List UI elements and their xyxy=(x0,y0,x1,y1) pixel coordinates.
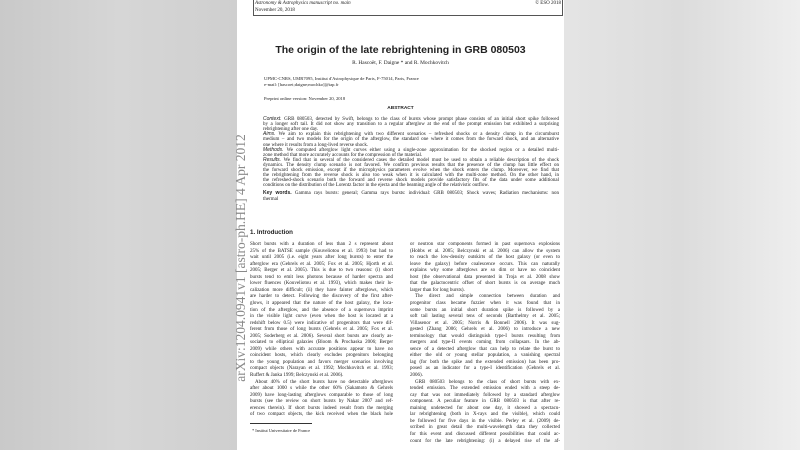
body-line xyxy=(410,393,560,398)
body-line xyxy=(410,321,560,326)
line-text: explains why some afterglows are so dim or have no coincident xyxy=(410,268,560,274)
section-heading: 1. Introduction xyxy=(250,229,293,236)
body-line xyxy=(250,412,393,417)
line-text: or neutron star components formed in past supernova explosions xyxy=(410,242,560,247)
body-line xyxy=(410,406,560,411)
line-text: by a longer soft tail. It did not show any transition to a regular afterglow at the end of the prompt emission but exhibited a surprising xyxy=(263,122,559,128)
body-line xyxy=(410,288,560,293)
keywords-line xyxy=(263,197,559,202)
body-line xyxy=(250,281,393,286)
line-text: progenitor class became fuzzier when it was found that in xyxy=(410,300,560,306)
line-text: Villasenor et al. 2005; Norris & Bonnell 2006). It was sug- xyxy=(410,320,560,326)
body-line xyxy=(250,242,393,247)
section-label: Aims. xyxy=(263,131,276,138)
line-text: redshift below 0.5) were indicative of progenitors that were dif- xyxy=(250,320,393,326)
arxiv-stamp: arXiv:1204.0941v1 [astro-ph.HE] 4 Apr 2012 xyxy=(233,134,248,382)
line-text: tion of the afterglow, and the absence of a supernova imprint xyxy=(250,307,393,313)
line-text: sociated to elliptical galaxies (Bloom & Prochaska 2006; Berger xyxy=(250,340,393,346)
line-text: lag (for both the spike and the extended emission) has been pro- xyxy=(410,359,560,365)
body-line xyxy=(250,393,393,398)
line-text: ferent from those of long bursts (Gehrels et al. 2005; Fox et al. xyxy=(250,327,393,333)
line-text: one where it results from a long-lived reverse shock. xyxy=(263,142,369,148)
body-line xyxy=(410,340,560,345)
line-text: bursts tend to emit less photons because of harder spectra and xyxy=(250,274,393,280)
line-text: some bursts an initial short duration spike is followed by a xyxy=(410,307,560,313)
line-text: tended emission. The extended emission ended with a steep de- xyxy=(410,386,560,392)
line-text: of two compact objects, the kick received when the black hole xyxy=(250,412,393,418)
body-line xyxy=(410,386,560,391)
line-text: cay that was not immediately followed by a standard afterglow xyxy=(410,392,560,398)
line-text: soft tail lasting several tens of seconds (Barthelmy et al. 2005; xyxy=(410,314,560,320)
body-line xyxy=(410,308,560,313)
line-text: thermal xyxy=(263,196,279,202)
footnote: * Institut Universitaire de France xyxy=(252,428,311,433)
line-text: in the visible light curve (even when the host is located at a xyxy=(250,314,393,320)
body-line xyxy=(250,294,393,299)
line-text: About 40% of the short bursts have no detectable afterglows xyxy=(255,379,393,385)
body-line xyxy=(250,262,393,267)
line-text: rebrightening after one day. xyxy=(263,127,319,133)
line-text: component. A peculiar feature in GRB 080503 is that after re- xyxy=(410,399,560,405)
copyright: © ESO 2018 xyxy=(535,1,561,6)
header-date: November 20, 2018 xyxy=(255,8,295,13)
body-line xyxy=(415,294,560,299)
body-line xyxy=(410,432,560,437)
body-line xyxy=(250,249,393,254)
line-text: Ruffert & Janka 1999; Belczynski et al. 2006). xyxy=(250,373,344,378)
section-label: Results. xyxy=(263,156,282,163)
line-text: We aim to explain this rebrightening with two different scenarios – refreshed shocks or a density clump in the circumburst xyxy=(278,132,559,138)
line-text: afterglow era (Gehrels et al. 2005; Fox et al. 2005; Hjorth et al. xyxy=(250,261,393,267)
section-label: Methods. xyxy=(263,146,284,153)
body-line xyxy=(410,249,560,254)
line-text: calization more difficult; (ii) they have fainter afterglows, which xyxy=(250,287,393,293)
body-line xyxy=(410,255,560,260)
line-text: GRB 080503, detected by Swift, belongs to the class of bursts whose prompt phase consists of an initial short spike followed xyxy=(284,117,560,122)
line-text: The direct and simple connection between duration and xyxy=(415,294,560,300)
abstract-heading: ABSTRACT xyxy=(387,106,414,111)
body-line xyxy=(250,366,393,371)
line-text: zone method that more accurately accounts for the compression of the material. xyxy=(263,152,423,158)
line-text: erences therein). If short bursts indeed result from the merging xyxy=(250,405,393,411)
line-text: to reach the low-density outskirts of the host galaxy (or even to xyxy=(410,255,560,261)
body-line xyxy=(250,327,393,332)
body-line xyxy=(410,412,560,417)
body-line xyxy=(410,399,560,404)
line-text: 2005; Soderberg et al. 2006). Several short bursts are clearly as- xyxy=(250,333,393,339)
line-text: mergers and type-II events coming from collapsars. In the ab- xyxy=(410,340,560,346)
line-text: the rebrightening from the reverse shock is also too weak when it is calculated with the multi-zone method. On the other hand, in xyxy=(263,173,559,179)
line-text: Gamma rays bursts: general; Gamma rays bursts: individual: GRB 080503; Shock waves; Radiation mechanisms: non xyxy=(294,191,559,197)
body-line xyxy=(250,314,393,319)
body-line xyxy=(410,281,560,286)
line-text: terminology that would distinguish type-I bursts resulting from xyxy=(410,333,560,339)
line-text: posed as an indicator for a type-I identification (Gehrels et al. xyxy=(410,366,560,372)
body-line xyxy=(250,321,393,326)
line-text: 2009) while others with accurate positions appear to have no xyxy=(250,346,393,352)
footnote-rule xyxy=(250,423,312,424)
line-text: (Hobbs et al. 2005; Belczynski et al. 2006) can allow the system xyxy=(410,248,560,254)
body-line xyxy=(410,314,560,319)
line-text: sence of a detected afterglow that can help to relate the burst to xyxy=(410,346,560,352)
line-text: 2006). xyxy=(410,373,423,378)
body-line xyxy=(250,301,393,306)
line-text: compact objects (Narayan et al. 1992; Mochkovitch et al. 1993; xyxy=(250,366,393,372)
body-line xyxy=(410,301,560,306)
abstract-line xyxy=(263,183,559,188)
line-text: after about 1000 s while the other 60% (Sakamoto & Gehrels xyxy=(250,386,393,392)
line-text: lar rebrightening (both in X-rays and the visible), which could xyxy=(410,412,560,418)
body-line xyxy=(250,288,393,293)
line-text: We find that in several of the considered cases the detailed model must be used to obtain a reliable description of the shock xyxy=(283,157,559,163)
body-line xyxy=(410,419,560,424)
body-line xyxy=(255,380,393,385)
body-line xyxy=(410,262,560,267)
line-text: count for the late rebrightening: (i) a delayed rise of the af- xyxy=(410,438,560,444)
line-text: medium – and two models for the origin of the afterglow, the standard one where it comes from the forward shock, and an alternative xyxy=(263,137,559,143)
body-line xyxy=(250,360,393,365)
line-text: leave the galaxy) before coalescence occurs. This can naturally xyxy=(410,261,560,267)
body-line xyxy=(250,340,393,345)
body-line xyxy=(415,380,560,385)
line-text: the refreshed-shock scenario both the forward and reverse shock models provide satisfactory fits of the data under some additional xyxy=(263,178,559,184)
line-text: 2009) have long-lasting afterglows comparable to those of long xyxy=(250,392,393,398)
body-line xyxy=(250,386,393,391)
line-text: are harder to detect. Following the discovery of the first after- xyxy=(250,294,393,300)
body-line xyxy=(250,255,393,260)
line-text: coincident hosts, which clearly excludes progenitors belonging xyxy=(250,353,393,359)
line-text: either the old or young stellar population, a vanishing spectral xyxy=(410,353,560,359)
email: e-mail: [hascoet;daigne;mochko]@iap.fr xyxy=(264,82,339,87)
body-line xyxy=(250,347,393,352)
line-text: Short bursts with a duration of less than 2 s represent about xyxy=(250,242,393,247)
line-text: gested (Zhang 2006; Gehrels et al. 2006) to introduce a new xyxy=(410,327,560,333)
body-line xyxy=(410,360,560,365)
line-text: the forward shock emission, except if the microphysics parameters evolve when the shock enters the clump. Moreover, we find that xyxy=(263,168,559,173)
line-text: dynamics. The density clump scenario is not favored. We confirm previous results that the presence of the clump has little effect on xyxy=(263,162,559,168)
line-text: bursts (see the review on short bursts by Nakar 2007 and ref- xyxy=(250,399,393,405)
line-text: larger than for long bursts). xyxy=(410,287,465,293)
body-line xyxy=(410,334,560,339)
body-line xyxy=(250,275,393,280)
line-text: We computed afterglow light curves either using a single-zone approximation for the shocked region or a detailed multi- xyxy=(286,147,559,153)
body-line xyxy=(410,275,560,280)
body-line xyxy=(250,406,393,411)
affiliation: UPMC-CNRS, UMR7095, Institut d'Astrophysique de Paris, F-75014, Paris, France xyxy=(264,76,419,81)
line-text: GRB 080503 belongs to the class of short bursts with ex- xyxy=(415,379,560,385)
body-line xyxy=(250,308,393,313)
line-text: that the galactocentric offset of short bursts is on average much xyxy=(410,281,560,287)
body-line xyxy=(250,268,393,273)
body-line xyxy=(410,268,560,273)
line-text: wait until 2005 (i.e. eight years after long bursts) to enter the xyxy=(250,255,393,261)
body-line xyxy=(410,425,560,430)
paper-title: The origin of the late rebrightening in GRB 080503 xyxy=(275,44,526,56)
body-line xyxy=(410,439,560,444)
body-line xyxy=(410,366,560,371)
line-text: conditions on the distribution of the Lorentz factor in the ejecta and the beaming angle of the relativistic outflow. xyxy=(263,183,489,189)
journal-name: Astronomy & Astrophysics manuscript no. main xyxy=(255,1,351,6)
line-text: for this event and discussed different possibilities that could ac- xyxy=(410,431,560,437)
body-line xyxy=(250,334,393,339)
body-line xyxy=(250,373,393,378)
line-text: maining undetected for about one day, it showed a spectacu- xyxy=(410,405,560,411)
body-line xyxy=(410,373,560,378)
body-line xyxy=(250,353,393,358)
line-text: lower fluences (Kouveliotou et al. 1993), which makes their lo- xyxy=(250,281,393,287)
line-text: host (the observational data presented in Troja et al. 2008 show xyxy=(410,274,560,280)
authors: R. Hascoët, F. Daigne * and R. Mochkovitch xyxy=(352,60,449,66)
line-text: to the young population and favors merger scenarios involving xyxy=(250,359,393,365)
line-text: be followed for five days in the visible. Perley et al. (2009) de- xyxy=(410,418,560,424)
body-line xyxy=(410,347,560,352)
line-text: glows, it appeared that the nature of the host galaxy, the loca- xyxy=(250,300,393,306)
body-line xyxy=(410,242,560,247)
line-text: 2005; Berger et al. 2005). This is due to two reasons: (i) short xyxy=(250,268,393,274)
body-line xyxy=(410,327,560,332)
body-line xyxy=(410,353,560,358)
body-line xyxy=(250,399,393,404)
section-label: Key words. xyxy=(263,190,292,197)
line-text: 25% of the BATSE sample (Kouveliotou et al. 1993) but had to xyxy=(250,248,393,254)
preprint-date: Preprint online version: November 20, 2018 xyxy=(264,96,346,101)
section-label: Context. xyxy=(263,116,282,122)
line-text: scribed in great detail the multi-wavelength data they collected xyxy=(410,425,560,431)
